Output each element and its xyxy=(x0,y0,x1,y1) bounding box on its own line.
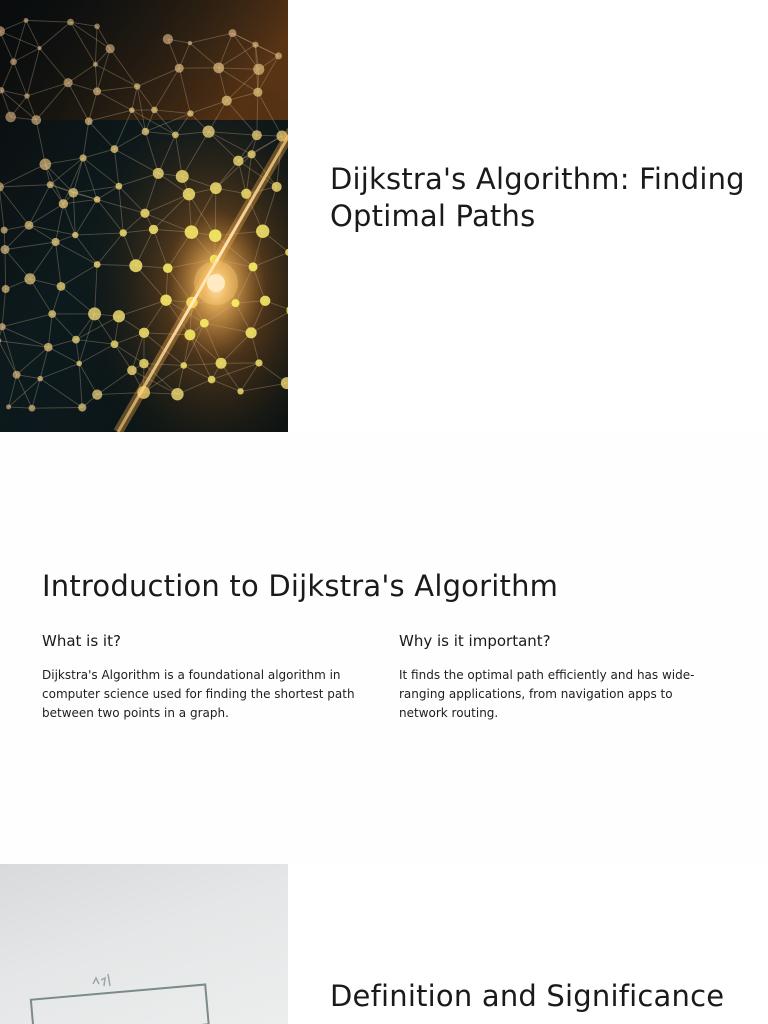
graph-node xyxy=(111,145,119,153)
graph-node xyxy=(256,225,269,238)
graph-node xyxy=(163,263,173,273)
graph-node xyxy=(129,259,142,272)
cover-slide xyxy=(0,0,768,432)
graph-node xyxy=(210,182,222,194)
graph-node xyxy=(79,154,86,161)
graph-node xyxy=(94,261,101,268)
graph-node xyxy=(31,115,41,125)
graph-node xyxy=(252,42,258,48)
graph-node xyxy=(139,359,149,369)
what-is-it-body: Dijkstra's Algorithm is a foundational algorithm in computer science used for finding the shortest path between two points in a graph. xyxy=(42,668,355,720)
graph-node xyxy=(51,238,59,246)
graph-node xyxy=(134,83,140,89)
graph-node xyxy=(153,168,164,179)
graph-node xyxy=(228,29,236,37)
graph-node xyxy=(94,196,101,203)
intro-slide xyxy=(0,432,768,864)
graph-node xyxy=(171,388,183,400)
graph-node xyxy=(67,19,74,26)
graph-node xyxy=(202,126,214,138)
graph-node xyxy=(187,110,193,116)
graph-node xyxy=(111,340,119,348)
graph-node xyxy=(188,41,192,45)
graph-node xyxy=(208,376,216,384)
graph-node xyxy=(246,327,257,338)
graph-node xyxy=(175,64,184,73)
graph-node xyxy=(176,170,189,183)
graph-node xyxy=(172,131,179,138)
why-important-column xyxy=(399,630,719,723)
graph-node xyxy=(255,359,262,366)
graph-node xyxy=(149,225,158,234)
graph-node xyxy=(93,62,98,67)
graph-node xyxy=(48,310,56,318)
graph-node xyxy=(24,18,29,23)
graph-node xyxy=(37,376,43,382)
graph-node xyxy=(72,232,78,238)
graph-node xyxy=(127,366,137,376)
definition-slide xyxy=(0,864,768,1024)
graph-node xyxy=(275,52,282,59)
what-is-it-column xyxy=(42,630,362,723)
graph-node xyxy=(24,93,30,99)
intro-title: Introduction to Dijkstra's Algorithm xyxy=(42,569,559,603)
graph-node xyxy=(69,188,79,198)
graph-node xyxy=(252,130,262,140)
graph-node xyxy=(260,296,270,306)
graph-node xyxy=(180,362,187,369)
graph-node xyxy=(216,358,227,369)
graph-node xyxy=(139,328,149,338)
graph-node xyxy=(248,150,256,158)
graph-node xyxy=(200,319,209,328)
graph-node xyxy=(44,343,53,352)
graph-edge xyxy=(215,188,216,235)
graph-node xyxy=(163,34,173,44)
graph-node xyxy=(29,405,36,412)
graph-node xyxy=(2,285,10,293)
graph-node xyxy=(272,182,282,192)
graph-node xyxy=(13,371,21,379)
graph-node xyxy=(140,209,149,218)
graph-node xyxy=(120,229,127,236)
graph-node xyxy=(142,128,150,136)
graph-node xyxy=(92,389,102,399)
graph-node xyxy=(113,310,125,322)
graph-node xyxy=(5,112,16,123)
why-important-heading: Why is it important? xyxy=(399,632,551,650)
graph-node xyxy=(76,361,82,367)
graph-node xyxy=(37,46,41,50)
graph-node xyxy=(10,58,17,65)
graph-node xyxy=(94,24,100,30)
network-graph-image xyxy=(0,0,288,432)
graph-node xyxy=(183,188,195,200)
graph-node xyxy=(24,273,35,284)
graph-node xyxy=(40,159,52,171)
graph-node xyxy=(88,307,101,320)
graph-node xyxy=(213,62,224,73)
graph-node xyxy=(25,221,34,230)
graph-node xyxy=(160,294,171,305)
graph-node xyxy=(237,388,243,394)
graph-node xyxy=(222,96,232,106)
what-is-it-heading: What is it? xyxy=(42,632,121,650)
cover-title: Dijkstra's Algorithm: Finding Optimal Paths xyxy=(330,162,745,233)
graph-node xyxy=(115,183,122,190)
definition-title: Definition and Significance xyxy=(330,979,725,1013)
graph-node xyxy=(185,225,199,239)
graph-node xyxy=(57,282,66,291)
graph-node xyxy=(6,404,11,409)
graph-node xyxy=(47,181,54,188)
why-important-body: It finds the optimal path efficiently and has wide-ranging applications, from navigation apps to network routing. xyxy=(399,668,695,720)
graph-node xyxy=(184,329,195,340)
graph-node xyxy=(85,117,93,125)
network-graph-icon xyxy=(0,0,288,432)
graph-node xyxy=(93,87,101,95)
graph-node xyxy=(129,107,135,113)
paper-diagram-icon xyxy=(0,864,288,1024)
graph-node xyxy=(1,227,8,234)
graph-node xyxy=(72,336,80,344)
graph-node xyxy=(209,229,222,242)
graph-node xyxy=(233,156,243,166)
graph-node xyxy=(253,88,262,97)
graph-node xyxy=(78,403,86,411)
graph-node xyxy=(151,107,158,114)
graph-node xyxy=(253,64,264,75)
graph-node xyxy=(249,262,258,271)
graph-node xyxy=(64,78,73,87)
paper-diagram-image xyxy=(0,864,288,1024)
graph-node xyxy=(59,199,68,208)
graph-node xyxy=(231,299,239,307)
graph-node xyxy=(106,44,115,53)
graph-node xyxy=(0,245,9,254)
